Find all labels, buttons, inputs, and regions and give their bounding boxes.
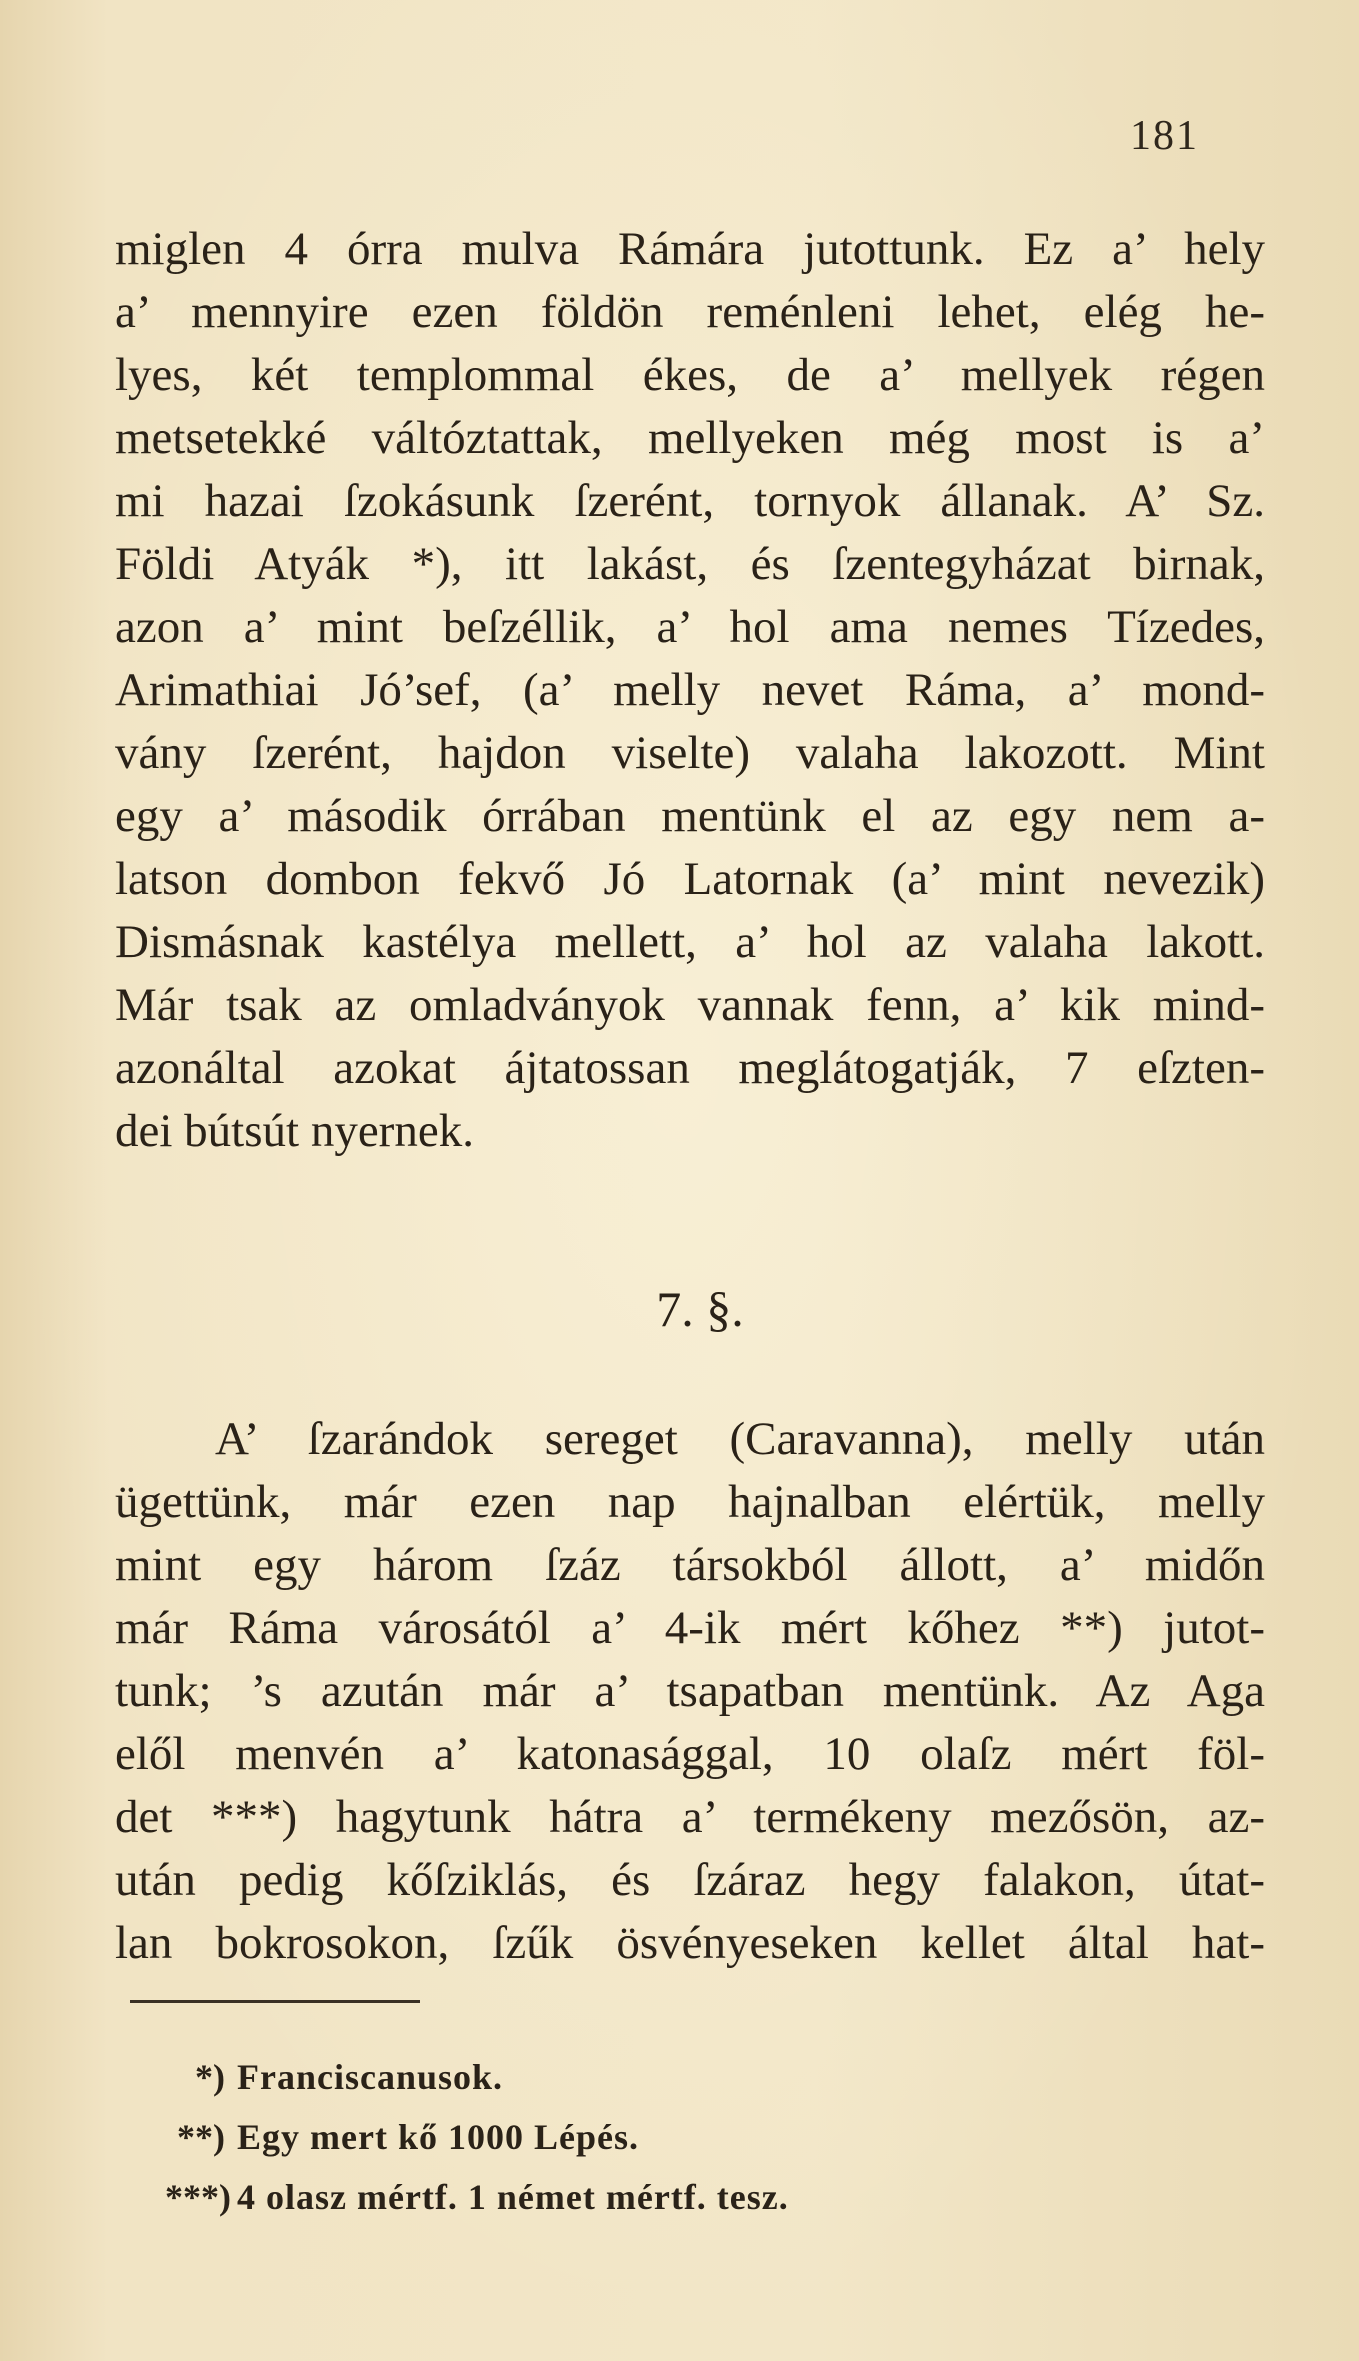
footnote-2 (165, 2112, 639, 2162)
text-line: Arimathiai Jó’sef, (a’ melly nevet Ráma, a’ mond- (115, 664, 1265, 716)
text-line: azon a’ mint beſzéllik, a’ hol ama nemes Tízedes, (115, 601, 1265, 653)
text-line: det ***) hagytunk hátra a’ termékeny mezősön, az- (115, 1791, 1265, 1843)
text-line: Dismásnak kastélya mellett, a’ hol az valaha lakott. (115, 916, 1265, 968)
text-line: latson dombon fekvő Jó Latornak (a’ mint nevezik) (115, 853, 1265, 905)
text-line: miglen 4 órra mulva Rámára jutottunk. Ez a’ hely (115, 223, 1265, 275)
text-line: vány ſzerént, hajdon viselte) valaha lakozott. Mint (115, 727, 1265, 779)
footnote-divider (130, 2000, 420, 2003)
footnote-mark: *) (195, 2057, 225, 2097)
text-line: elől menvén a’ katonasággal, 10 olaſz mért föl- (115, 1728, 1265, 1780)
page-number: 181 (1130, 113, 1199, 159)
text-line: egy a’ második órrában mentünk el az egy nem a- (115, 790, 1265, 842)
footnote-text: Franciscanusok. (237, 2057, 504, 2097)
text-line: után pedig kőſziklás, és ſzáraz hegy falakon, útat- (115, 1854, 1265, 1906)
text-line: a’ mennyire ezen földön reménleni lehet, elég he- (115, 286, 1265, 338)
text-line: lan bokrosokon, ſzűk ösvényeseken kellet által hat- (115, 1917, 1265, 1969)
footnote-text: 4 olasz mértf. 1 német mértf. tesz. (237, 2177, 789, 2217)
text-line: ügettünk, már ezen nap hajnalban elértük, melly (115, 1476, 1265, 1528)
footnote-text: Egy mert kő 1000 Lépés. (237, 2117, 639, 2157)
text-line: azonáltal azokat ájtatossan meglátogatják, 7 eſzten- (115, 1042, 1265, 1094)
text-line: tunk; ’s azután már a’ tsapatban mentünk. Az Aga (115, 1665, 1265, 1717)
section-heading: 7. §. (656, 1281, 744, 1337)
footnote-mark: **) (177, 2117, 225, 2157)
footnote-3 (165, 2172, 789, 2222)
text-line: lyes, két templommal ékes, de a’ mellyek régen (115, 349, 1265, 401)
text-line: Földi Atyák *), itt lakást, és ſzentegyházat birnak, (115, 538, 1265, 590)
text-line: metsetekké váltóztattak, mellyeken még most is a’ (115, 412, 1265, 464)
text-line: mi hazai ſzokásunk ſzerént, tornyok állanak. A’ Sz. (115, 475, 1265, 527)
text-line: dei bútsút nyernek. (115, 1105, 474, 1157)
text-line: A’ ſzarándok sereget (Caravanna), melly után (215, 1413, 1265, 1465)
text-line: már Ráma városától a’ 4-ik mért kőhez **) jutot- (115, 1602, 1265, 1654)
footnote-1 (165, 2052, 503, 2102)
text-line: mint egy három ſzáz társokból állott, a’ midőn (115, 1539, 1265, 1591)
text-line: Már tsak az omladványok vannak fenn, a’ kik mind- (115, 979, 1265, 1031)
footnote-mark: ***) (165, 2177, 231, 2217)
